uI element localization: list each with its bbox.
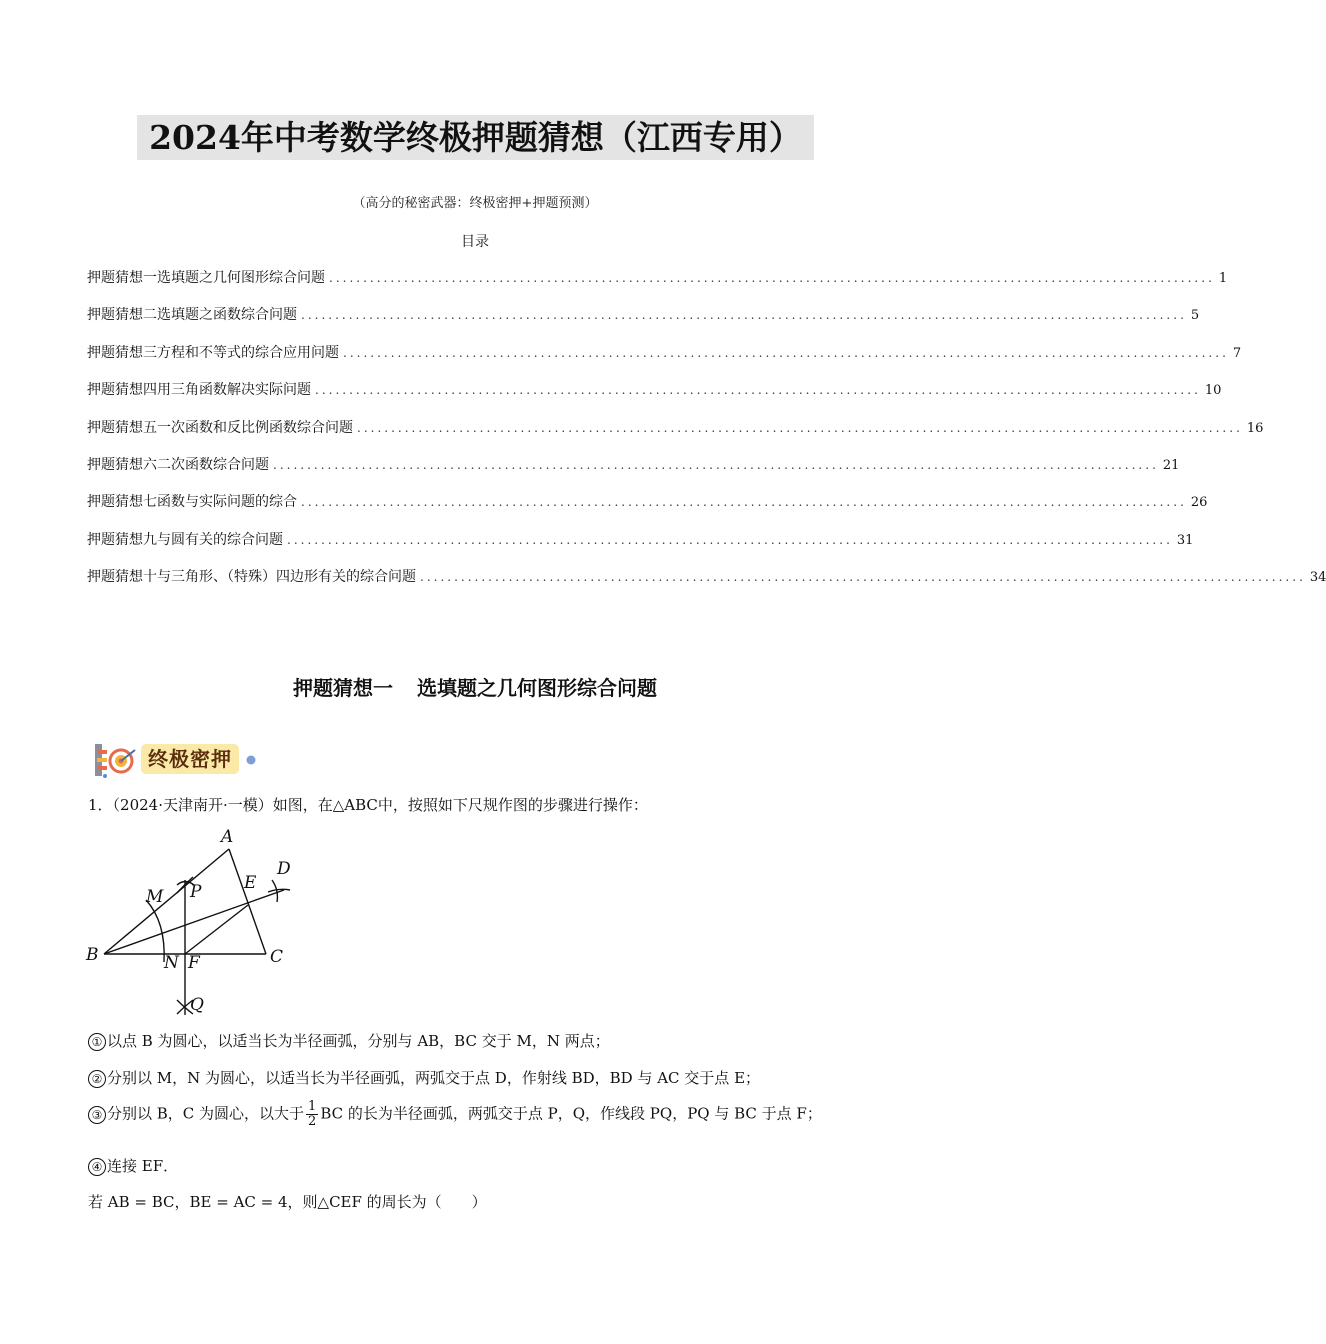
label-d: D [277, 859, 291, 879]
toc-entry-title: 一次函数和反比例函数综合问题 [157, 419, 353, 436]
step-4-text: 连接 EF． [107, 1157, 179, 1175]
step-4-number: ④ [88, 1158, 106, 1176]
toc-leader-dots: .................................................................................................................................. [343, 345, 1229, 360]
toc-entry[interactable] [87, 529, 1194, 566]
toc-entry-page: 5 [1190, 308, 1200, 324]
toc-entry-page: 1 [1218, 271, 1228, 286]
toc-entry-page: 31 [1176, 532, 1194, 548]
toc-entry-page: 21 [1162, 457, 1180, 473]
toc-entry-label: 押题猜想五 [87, 419, 157, 436]
document-title: 2024年中考数学终极押题猜想（江西专用） [149, 118, 802, 157]
toc-entry-label: 押题猜想十 [87, 569, 157, 586]
label-m: M [146, 887, 164, 907]
step-4 [88, 1155, 178, 1176]
toc-entry-title: 方程和不等式的综合应用问题 [157, 344, 339, 361]
toc-entry-label: 押题猜想三 [87, 344, 157, 361]
toc-entry-title: 与三角形、（特殊）四边形有关的综合问题 [157, 569, 416, 586]
toc-leader-dots: .................................................................................................................................. [420, 570, 1306, 585]
step-2 [88, 1067, 760, 1088]
toc-entry[interactable] [87, 417, 1264, 454]
toc-entry-title: 二次函数综合问题 [157, 456, 269, 473]
target-icon [93, 740, 141, 780]
toc-entry-page: 26 [1190, 495, 1208, 511]
step-3-text-a: 分别以 B，C 为圆心，以大于 [107, 1104, 305, 1123]
step-1 [88, 1030, 610, 1051]
step-3-text-b: BC 的长为半径画弧，两弧交于点 P，Q，作线段 PQ，PQ 与 BC 于点 F； [320, 1104, 822, 1123]
toc-entry-title: 与圆有关的综合问题 [157, 531, 283, 548]
arc-mn [146, 900, 164, 962]
toc-entry-title: 选填题之几何图形综合问题 [157, 270, 325, 286]
toc-leader-dots: .................................................................................................................................. [287, 532, 1173, 547]
toc-leader-dots: .................................................................................................................................. [273, 457, 1159, 472]
toc-entry-label: 押题猜想七 [87, 494, 157, 511]
step-1-number: ① [88, 1033, 106, 1051]
toc-entry-label: 押题猜想九 [87, 531, 157, 548]
segment-ac [229, 849, 266, 954]
step-3-number: ③ [88, 1106, 106, 1124]
section-heading [0, 672, 950, 701]
toc-entry[interactable] [87, 342, 1242, 379]
label-a: A [221, 827, 234, 847]
step-1-text: 以点 B 为圆心，以适当长为半径画弧，分别与 AB，BC 交于 M，N 两点； [107, 1032, 610, 1050]
problem-intro: 1．（2024·天津南开·一模）如图，在△ABC中，按照如下尺规作图的步骤进行操作： [88, 796, 648, 814]
fraction-one-half [306, 1100, 318, 1129]
toc-entry-page: 34 [1309, 570, 1326, 586]
toc-entry[interactable] [87, 454, 1180, 491]
segment-ab [104, 849, 229, 954]
toc-entry-label: 押题猜想四 [87, 382, 157, 399]
section-heading-label: 押题猜想一 [293, 676, 393, 700]
fraction-numerator: 1 [308, 1099, 317, 1114]
toc-heading: 目录 [461, 234, 489, 250]
toc-entry-title: 用三角函数解决实际问题 [157, 382, 311, 399]
toc-entry[interactable] [87, 566, 1326, 603]
toc-entry-page: 7 [1232, 345, 1242, 361]
toc-leader-dots: .................................................................................................................................. [301, 308, 1187, 323]
label-c: C [270, 947, 284, 967]
toc-leader-dots: .................................................................................................................................. [329, 271, 1215, 285]
label-n: N [164, 953, 179, 973]
segment-ef [185, 905, 248, 954]
label-q: Q [190, 995, 204, 1015]
label-f: F [188, 953, 200, 973]
table-of-contents [87, 267, 1326, 604]
step-2-number: ② [88, 1070, 106, 1088]
toc-entry-page: 10 [1204, 383, 1222, 399]
toc-entry-page: 16 [1246, 420, 1264, 436]
section-heading-text: 选填题之几何图形综合问题 [417, 676, 657, 700]
label-e: E [244, 873, 257, 893]
label-p: P [190, 882, 202, 902]
label-b: B [86, 945, 99, 965]
toc-entry[interactable] [87, 379, 1222, 416]
toc-entry-label: 押题猜想六 [87, 456, 157, 473]
badge-label: 终极密押 [141, 744, 239, 774]
step-2-text: 分别以 M，N 为圆心，以适当长为半径画弧，两弧交于点 D，作射线 BD，BD 与 AC 交于点 E； [107, 1069, 761, 1087]
toc-entry[interactable] [87, 304, 1200, 341]
toc-leader-dots: .................................................................................................................................. [315, 383, 1201, 398]
toc-leader-dots: .................................................................................................................................. [357, 420, 1243, 435]
toc-entry-label: 押题猜想二 [87, 307, 157, 324]
dot-icon [245, 754, 257, 766]
toc-entry[interactable] [87, 267, 1228, 304]
fraction-denominator: 2 [308, 1114, 317, 1129]
toc-entry-title: 选填题之函数综合问题 [157, 307, 297, 324]
geometry-figure [84, 822, 304, 1017]
question-text: 若 AB = BC，BE = AC = 4，则△CEF 的周长为（ ） [88, 1193, 487, 1211]
toc-leader-dots: .................................................................................................................................. [301, 495, 1187, 510]
toc-entry-title: 函数与实际问题的综合 [157, 494, 297, 511]
toc-entry-label: 押题猜想一 [87, 270, 157, 286]
title-banner [137, 115, 814, 160]
step-3 [88, 1100, 822, 1129]
subtitle: （高分的秘密武器：终极密押+押题预测） [352, 196, 598, 211]
toc-entry[interactable] [87, 491, 1208, 528]
badge [93, 740, 261, 780]
